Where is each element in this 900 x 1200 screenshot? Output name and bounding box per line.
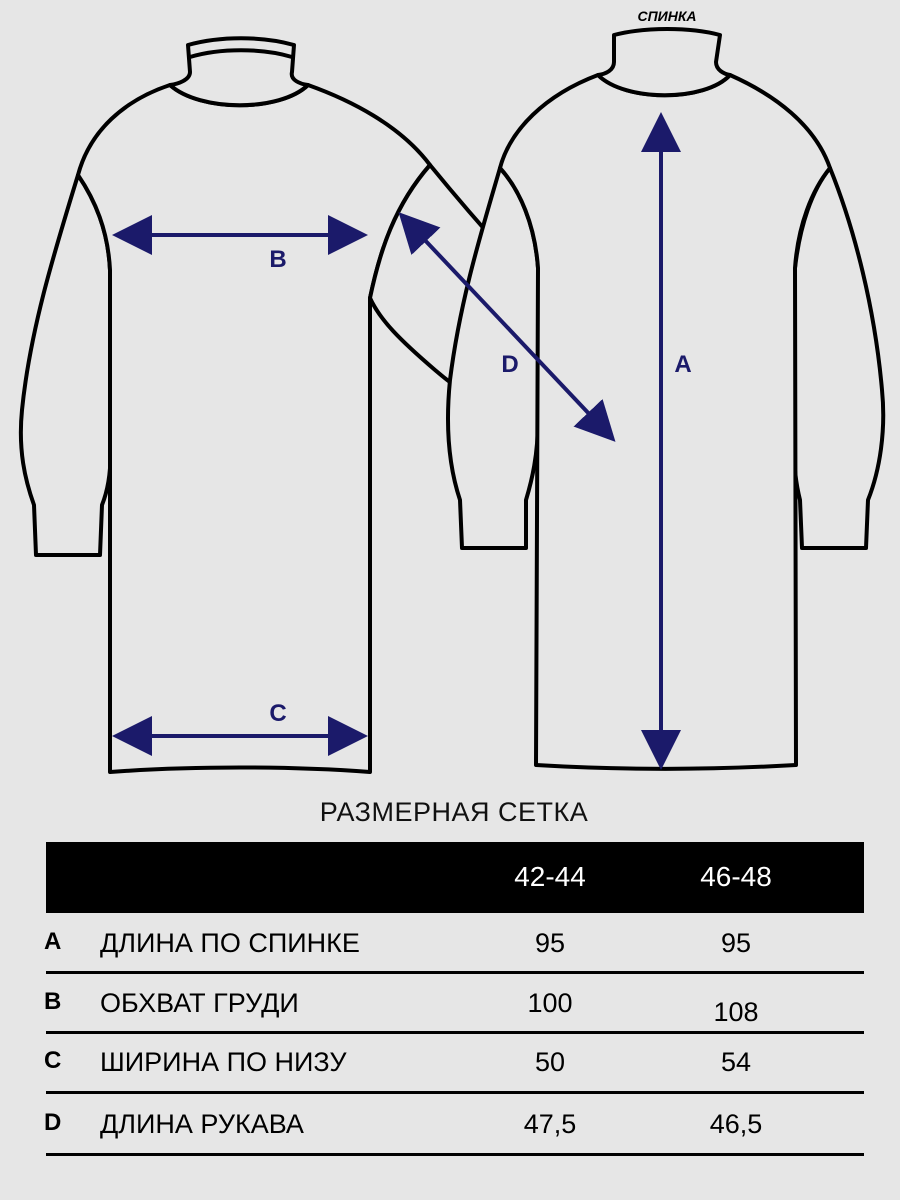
row-value-size-1: 47,5 bbox=[523, 1109, 577, 1139]
size-row-b bbox=[0, 988, 900, 1048]
row-code: A bbox=[44, 928, 62, 955]
row-name: ОБХВАТ ГРУДИ bbox=[100, 988, 299, 1018]
row-name: ШИРИНА ПО НИЗУ bbox=[100, 1047, 347, 1077]
row-code: C bbox=[44, 1047, 62, 1074]
back-right-sleeve bbox=[794, 168, 883, 548]
back-view-title: СПИНКА bbox=[637, 8, 697, 24]
row-name: ДЛИНА ПО СПИНКЕ bbox=[100, 928, 360, 958]
label-c: C bbox=[269, 700, 287, 727]
back-collar bbox=[598, 29, 730, 95]
row-value-size-1: 100 bbox=[527, 988, 573, 1018]
front-left-sleeve bbox=[21, 175, 111, 555]
row-code: B bbox=[44, 988, 62, 1015]
row-value-size-2: 54 bbox=[720, 1047, 752, 1077]
back-view bbox=[448, 8, 883, 769]
size-header-1: 42-44 bbox=[514, 861, 586, 892]
size-row-a bbox=[0, 928, 900, 988]
label-a: A bbox=[674, 351, 692, 378]
row-value-size-2: 108 bbox=[713, 997, 759, 1027]
size-row-c bbox=[0, 1047, 900, 1107]
row-divider bbox=[46, 1091, 864, 1094]
label-d: D bbox=[501, 351, 519, 378]
row-value-size-2: 46,5 bbox=[709, 1109, 763, 1139]
size-row-d bbox=[0, 1109, 900, 1169]
row-value-size-2: 95 bbox=[720, 928, 752, 958]
row-name: ДЛИНА РУКАВА bbox=[100, 1109, 304, 1139]
row-code: D bbox=[44, 1109, 62, 1136]
row-divider bbox=[46, 971, 864, 974]
row-value-size-1: 50 bbox=[534, 1047, 566, 1077]
label-b: B bbox=[269, 246, 287, 273]
size-chart-title: РАЗМЕРНАЯ СЕТКА bbox=[319, 797, 589, 827]
size-header-bar bbox=[46, 842, 864, 913]
front-body bbox=[78, 85, 430, 772]
row-divider bbox=[46, 1153, 864, 1156]
row-divider bbox=[46, 1031, 864, 1034]
back-body bbox=[500, 75, 830, 769]
row-value-size-1: 95 bbox=[534, 928, 566, 958]
size-header-2: 46-48 bbox=[700, 861, 772, 892]
